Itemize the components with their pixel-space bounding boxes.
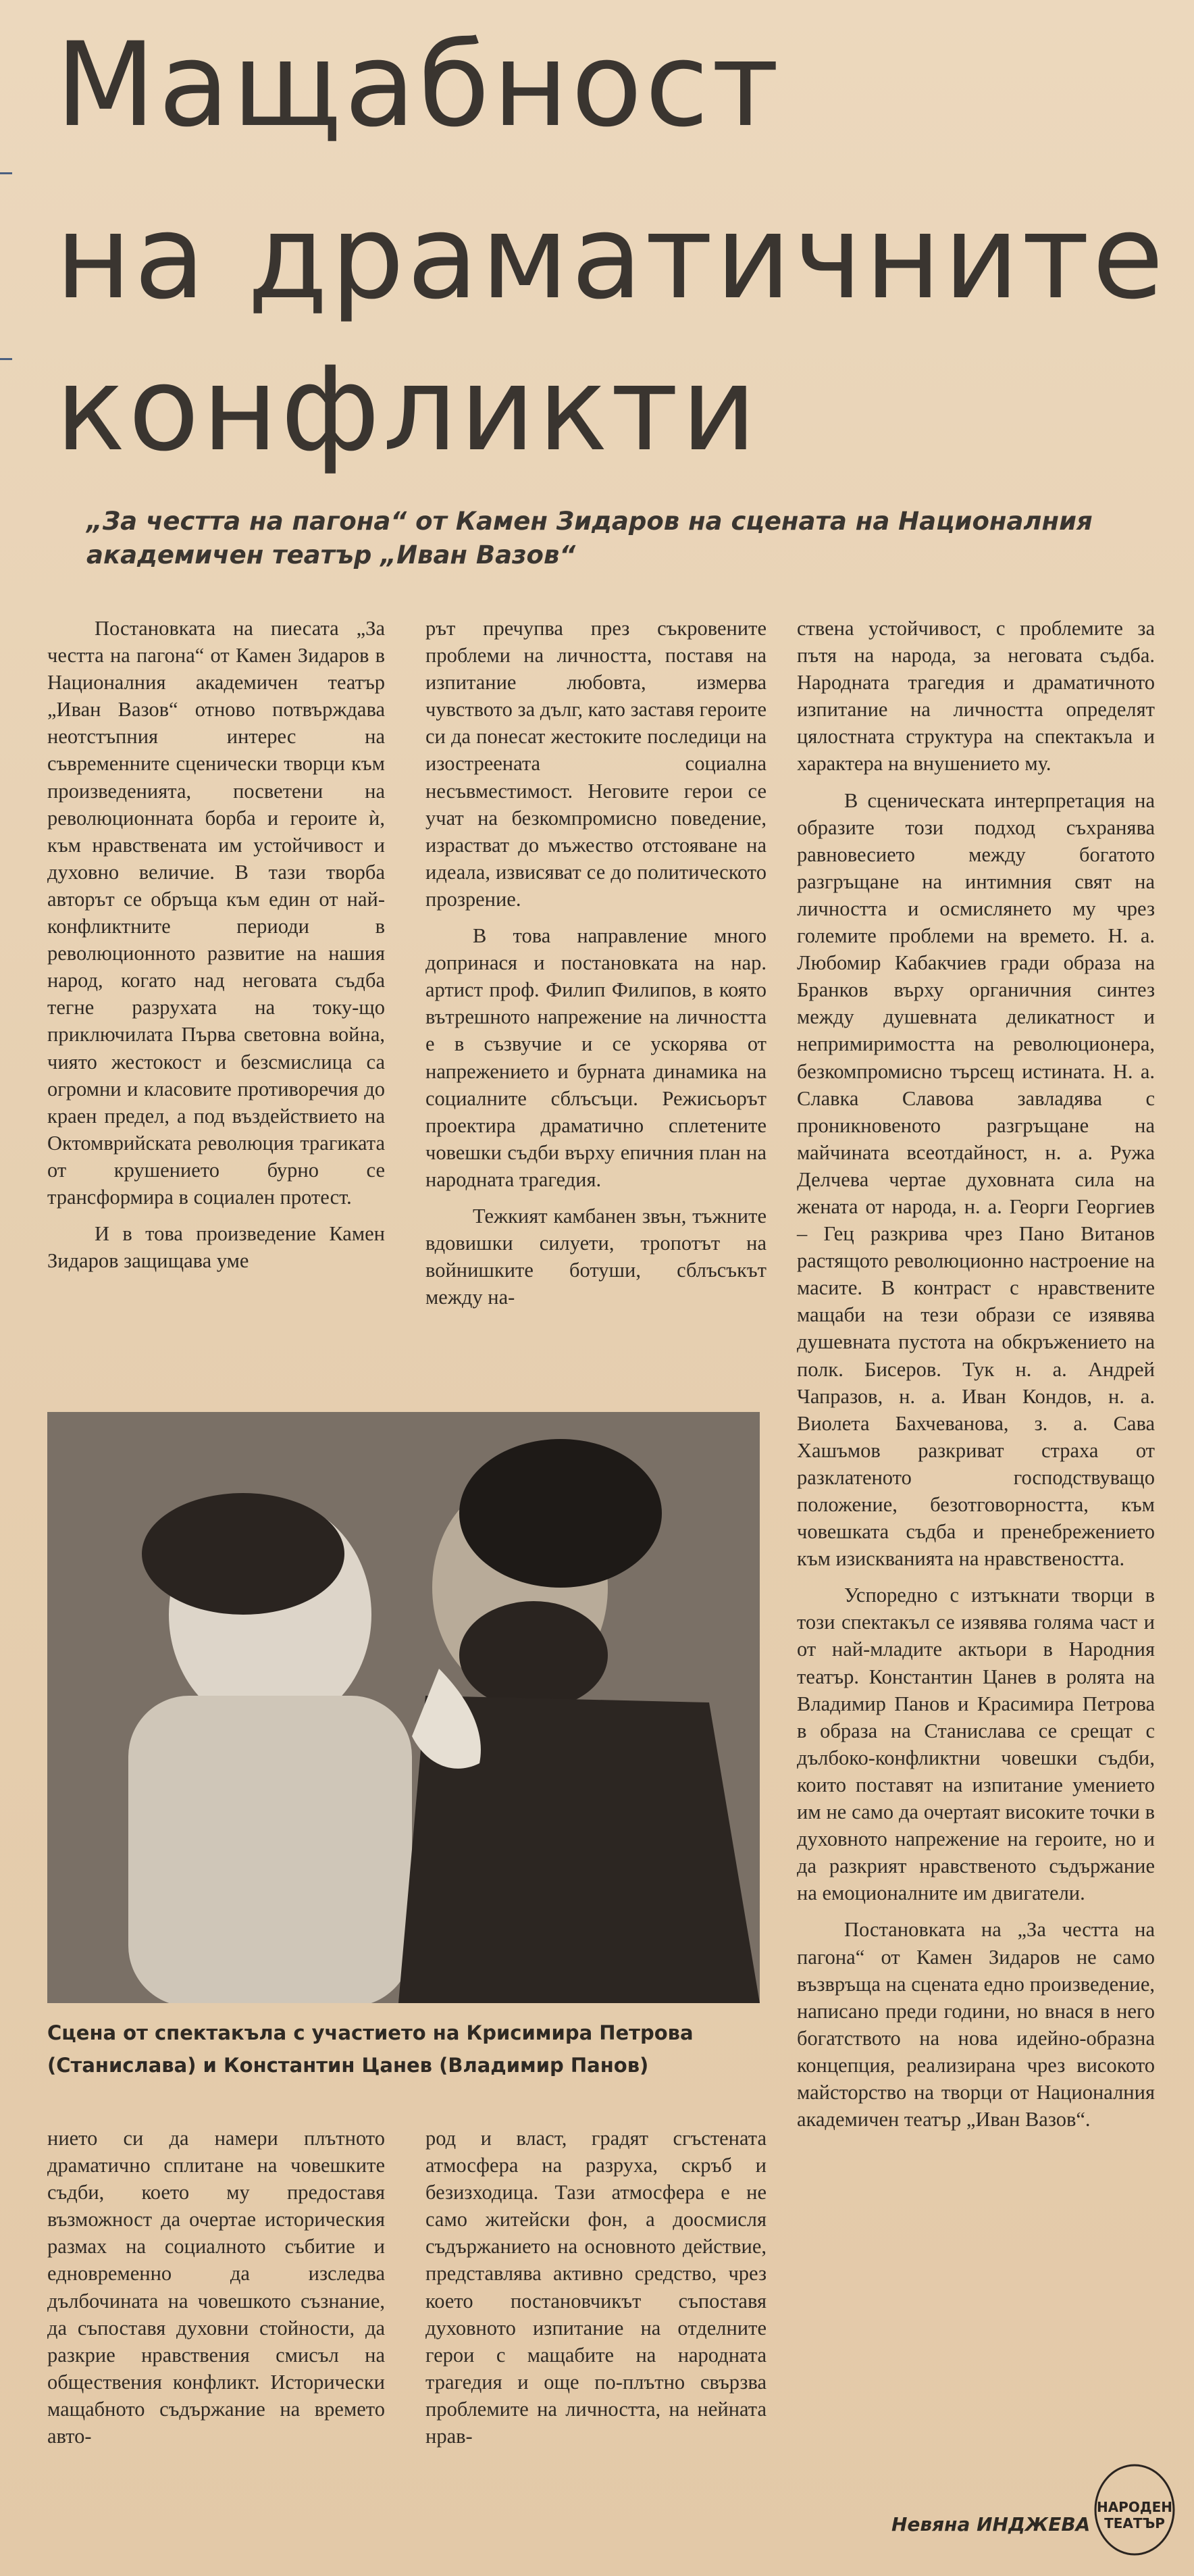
article-column-1-top — [47, 615, 385, 1284]
scene-photo — [47, 1412, 760, 2003]
author-signature: Невяна ИНДЖЕВА — [891, 2513, 1091, 2535]
margin-mark — [0, 358, 12, 360]
paragraph: И в това произведение Камен Зидаров защищава уме — [47, 1222, 385, 1273]
headline-line-1: Мащабност — [55, 17, 782, 153]
theatre-stamp-logo — [1091, 2459, 1178, 2560]
paragraph: ствена устойчивост, с проблемите за пътя на народа, за неговата съдба. Народната трагедия и драматичното изпитание на личността определят цялостната структура на спектакъла и характера на внушението му. — [797, 617, 1155, 776]
article-column-1-bottom — [47, 2125, 385, 2459]
paragraph: род и власт, градят сгъстената атмосфера на разруха, скръб и безизходица. Тази атмосфера е не само житейски фон, а доосмисля съдържанието на основното действие, представлява активно средство, чрез което постановчикът съпоставя духовното изпитание на отделните герои с мащабите на народната трагедия и още по-плътно свързва проблемите на личността, на нейната нрав- — [425, 2127, 767, 2448]
paragraph: рът пречупва през съкровените проблеми на личността, поставя на изпитание любовта, измерва чувството за дълг, като заставя героите си да понесат жестоките последици на изостреената социална несъвместимост. Неговите герои се учат на безкомпромисно поведение, израстват до мъжество отстояване на идеала, извисяват се до политическото прозрение. — [425, 617, 767, 911]
headline-line-2: на драматичните — [55, 189, 1167, 325]
photo-illustration — [47, 1412, 760, 2003]
paragraph: Успоредно с изтъкнати творци в този спектакъл се изявява голяма част и от най-младите актьори в Народния театър. Константин Цанев в ролята на Владимир Панов и Красимира Петрова в образа на Станислава се срещат с дълбоко-конфликтни човешки съдби, които поставят на изпитание умението им не само да очертаят високите точки в духовното напрежение на героите, но и да разкрият нравственото съдържание на емоционалните им двигатели. — [797, 1584, 1155, 1905]
svg-text:ТЕАТЪР: ТЕАТЪР — [1104, 2515, 1165, 2531]
photo-caption: Сцена от спектакъла с участието на Крисимира Петрова (Станислава) и Константин Цанев (Владимир Панов) — [47, 2021, 694, 2077]
article-column-3 — [797, 615, 1155, 2142]
margin-mark — [0, 172, 12, 174]
paragraph: Постановката на „За честта на пагона“ от Камен Зидаров не само възвръща на сцената едно произведение, написано преди години, но внася в него богатството на нова идейно-образна концепция, реализирана чрез високото майсторство на творци от Националния академичен театър „Иван Вазов“. — [797, 1918, 1155, 2131]
paragraph: Постановката на пиесата „За честта на пагона“ от Камен Зидаров в Националния академичен театър „Иван Вазов“ отново потвърждава неотстъпния интерес на съвременните сценически творци към произведенията, посветени на революционната борба и героите ѝ, към нравствената им устойчивост и духовно величие. В тази творба авторът се обръща към един от най-конфликтните периоди в революционното развитие на нашия народ, когато над неговата съдба тегне разрухата на току-що приключилата Първа световна война, чиято жестокост и безсмислица са огромни и класовите противоречия до краен предел, а под въздействието на Октомврийската революция трагиката от крушението бурно се трансформира в социален протест. — [47, 617, 385, 1209]
headline-line-3: конфликти — [55, 341, 760, 477]
svg-text:НАРОДЕН: НАРОДЕН — [1096, 2499, 1173, 2515]
article-column-2-top — [425, 615, 767, 1320]
article-column-2-bottom — [425, 2125, 767, 2459]
subtitle-line-2: академичен театър „Иван Вазов“ — [86, 540, 576, 570]
paragraph: В това направление много допринася и постановката на нар. артист проф. Филип Филипов, в която вътрешното напрежение на личността е в съзвучие и се ускорява от напрежението и бурната динамика на социалните сблъсъци. Режисьорът проектира драматично сплетените човешки съдби върху епичния план на народната трагедия. — [425, 924, 767, 1191]
paragraph: нието си да намери плътното драматично сплитане на човешките съдби, което му предоставя възможност да очертае историческия размах на социалното събитие и едновременно да изследва дълбочината на човешкото съзнание, да съпоставя духовни стойности, да разкрие нравствения смисъл на обществения конфликт. Исторически мащабното съдържание на времето авто- — [47, 2127, 385, 2448]
paragraph: В сценическата интерпретация на образите този подход съхранява равновесието между богатото разгръщане на интимния свят на личността и осмислянето му чрез големите проблеми на времето. Н. а. Любомир Кабакчиев гради образа на Бранков върху органичния синтез между душевната деликатност и непримиримостта на революционера, безкомпромисно търсещ истината. Н. а. Славка Славова завладява с проникновеното разгръщане на майчината всеотдайност, н. а. Ружа Делчева чертае духовната сила на жената от народа, н. а. Георги Георгиев – Гец разкрива чрез Пано Витанов растящото революционно настроение на масите. В контраст с нравствените мащаби на тези образи се изявява душевната пустота на обкръжението на полк. Бисеров. Тук н. а. Андрей Чапразов, н. а. Иван Кондов, н. а. Виолета Бахчеванова, з. а. Сава Хашъмов разкриват страха от разклатеното господствуващо положение, безотговорността, към човешката съдба и пренебрежението към изискванията на нравствеността. — [797, 788, 1155, 1571]
paragraph: Тежкият камбанен звън, тъжните вдовишки силуети, тропотът на войнишките ботуши, сблъсъкът между на- — [425, 1204, 767, 1309]
subtitle-line-1: „За честта на пагона“ от Камен Зидаров на сцената на Националния — [86, 507, 1093, 536]
